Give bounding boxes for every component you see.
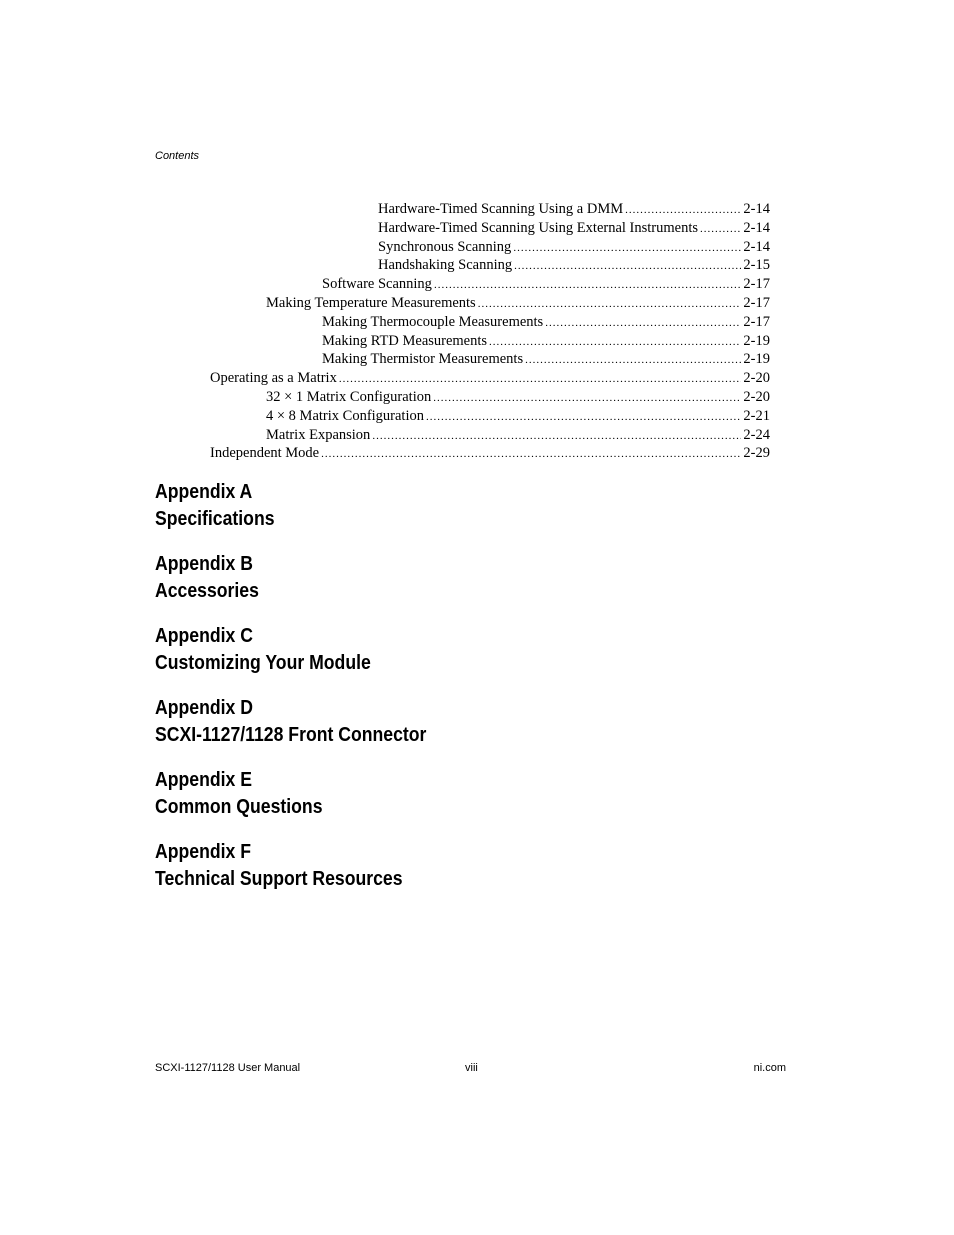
appendix-heading[interactable]: [155, 551, 426, 604]
appendix-list: [155, 479, 471, 911]
toc-entry-page: 2-24: [743, 426, 770, 443]
toc-entry[interactable]: [266, 407, 770, 426]
toc-entry-page: 2-14: [743, 219, 770, 236]
toc-entry-page: 2-15: [743, 257, 770, 274]
appendix-heading[interactable]: [155, 839, 426, 892]
toc-dot-leader: [514, 257, 741, 275]
toc-dot-leader: [625, 201, 741, 219]
toc-entry[interactable]: [266, 426, 770, 445]
appendix-title: Common Questions: [155, 794, 323, 818]
toc-entry[interactable]: [378, 219, 770, 238]
toc-entry-page: 2-29: [743, 445, 770, 462]
toc-dot-leader: [700, 220, 741, 238]
page-footer: [155, 1062, 786, 1078]
appendix-heading[interactable]: [155, 695, 426, 748]
toc-dot-leader: [478, 295, 742, 313]
toc-entry[interactable]: [322, 332, 770, 351]
appendix-title: Technical Support Resources: [155, 866, 403, 890]
appendix-label: Appendix D: [155, 696, 253, 719]
toc-dot-leader: [434, 276, 741, 294]
toc-entry[interactable]: [266, 294, 770, 313]
toc-entry[interactable]: [378, 238, 770, 257]
toc-dot-leader: [321, 445, 741, 463]
appendix-heading[interactable]: [155, 479, 426, 532]
toc-entry[interactable]: [210, 444, 770, 463]
toc-dot-leader: [525, 351, 741, 369]
appendix-heading[interactable]: [155, 767, 426, 820]
toc-entry-page: 2-14: [743, 238, 770, 255]
toc-entry-page: 2-17: [743, 313, 770, 330]
toc-entry-title: Making Temperature Measurements: [266, 295, 476, 311]
toc-dot-leader: [433, 389, 741, 407]
toc-entry-title: 4 × 8 Matrix Configuration: [266, 407, 424, 424]
footer-manual-title: SCXI-1127/1128 User Manual: [155, 1062, 301, 1074]
toc-entry-page: 2-19: [743, 332, 770, 349]
toc-entry-title: Making Thermistor Measurements: [322, 351, 524, 368]
toc-entry[interactable]: [378, 256, 770, 275]
appendix-label: Appendix A: [155, 480, 253, 503]
toc-entry-page: 2-17: [743, 276, 770, 293]
toc-entry[interactable]: [266, 388, 770, 407]
toc-entry-page: 2-14: [743, 201, 770, 217]
toc-entry-title: Matrix Expansion: [266, 426, 371, 443]
toc-entry[interactable]: [322, 350, 770, 369]
appendix-title: Customizing Your Module: [155, 650, 371, 674]
toc-entry-title: Making Thermocouple Measurements: [322, 313, 544, 330]
toc-entry-page: 2-20: [743, 389, 770, 405]
toc-entry-title: Operating as a Matrix: [210, 370, 337, 387]
appendix-title: Specifications: [155, 506, 275, 530]
toc-entry-title: 32 × 1 Matrix Configuration: [266, 389, 432, 405]
toc-entry-title: Software Scanning: [322, 276, 432, 293]
toc-entry-page: 2-17: [743, 295, 770, 311]
appendix-heading[interactable]: [155, 623, 426, 676]
appendix-label: Appendix C: [155, 624, 253, 647]
toc-entry[interactable]: [322, 275, 770, 294]
toc-entry-title: Independent Mode: [210, 445, 320, 462]
toc-entry[interactable]: [378, 200, 770, 219]
toc-entry-title: Hardware-Timed Scanning Using a DMM: [378, 201, 624, 217]
appendix-title: SCXI-1127/1128 Front Connector: [155, 722, 427, 746]
toc-dot-leader: [545, 314, 741, 332]
appendix-label: Appendix F: [155, 840, 251, 863]
toc-dot-leader: [339, 370, 742, 388]
running-head: Contents: [155, 150, 200, 162]
toc-entry-page: 2-19: [743, 351, 770, 368]
appendix-label: Appendix B: [155, 552, 253, 575]
toc-entry-page: 2-20: [743, 370, 770, 387]
toc-dot-leader: [513, 239, 741, 257]
toc-entry[interactable]: [322, 313, 770, 332]
appendix-label: Appendix E: [155, 768, 252, 791]
toc-entry-page: 2-21: [743, 407, 770, 424]
toc-entry-title: Making RTD Measurements: [322, 332, 488, 349]
toc-entry[interactable]: [210, 369, 770, 388]
appendix-title: Accessories: [155, 578, 259, 602]
toc-entry-title: Handshaking Scanning: [378, 257, 513, 274]
toc-dot-leader: [426, 408, 741, 426]
toc-entry-title: Hardware-Timed Scanning Using External Instruments: [378, 219, 699, 236]
toc-dot-leader: [489, 333, 741, 351]
toc-entry-title: Synchronous Scanning: [378, 238, 512, 255]
toc-dot-leader: [372, 427, 741, 445]
footer-page-number: viii: [465, 1062, 478, 1074]
footer-website: ni.com: [753, 1062, 786, 1074]
